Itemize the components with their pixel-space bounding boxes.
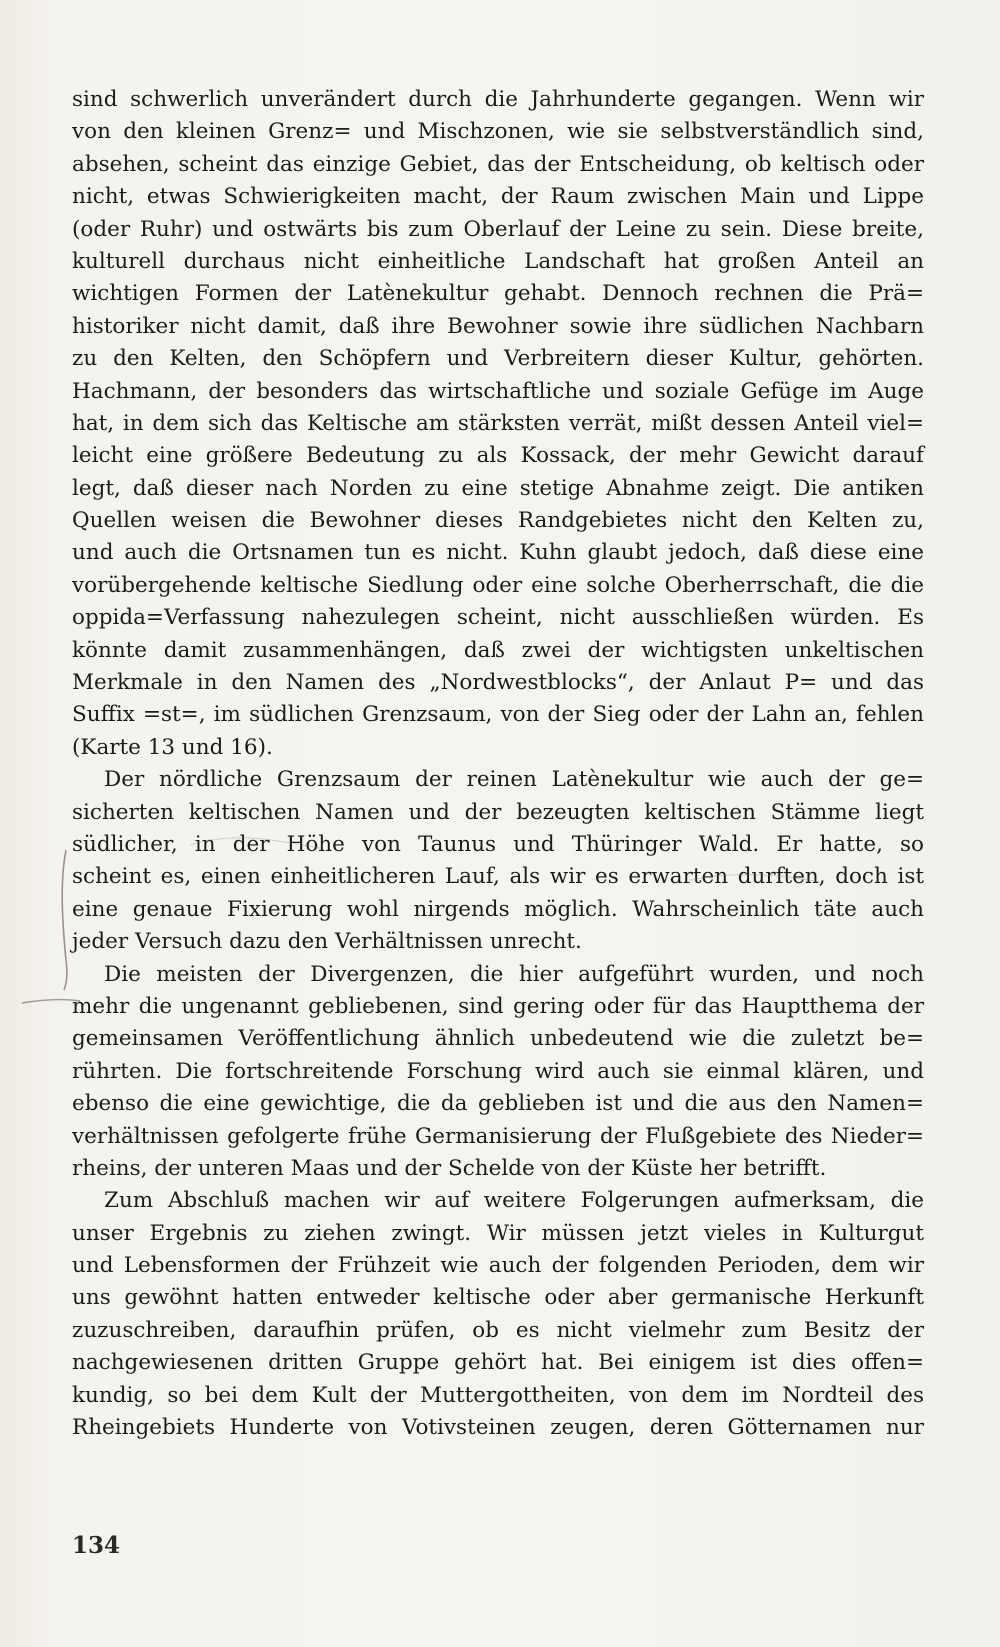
text-line: Merkmale in den Namen des „Nordwestblocks“, der Anlaut P= und das — [72, 670, 924, 696]
text-line: rührten. Die fortschreitende Forschung wird auch sie einmal klären, und — [72, 1058, 924, 1084]
text-line: Zum Abschluß machen wir auf weitere Folgerungen aufmerksam, die — [104, 1188, 924, 1214]
text-line: legt, daß dieser nach Norden zu eine stetige Abnahme zeigt. Die antiken — [72, 475, 924, 501]
page-number: 134 — [72, 1532, 121, 1559]
text-line: nicht, etwas Schwierigkeiten macht, der Raum zwischen Main und Lippe — [72, 184, 924, 210]
text-line: Die meisten der Divergenzen, die hier aufgeführt wurden, und noch — [104, 961, 924, 987]
text-line: Suffix =st=, im südlichen Grenzsaum, von der Sieg oder der Lahn an, fehlen — [72, 702, 924, 728]
text-line: gemeinsamen Veröffentlichung ähnlich unbedeutend wie die zuletzt be= — [72, 1026, 924, 1052]
text-line: Hachmann, der besonders das wirtschaftliche und soziale Gefüge im Auge — [72, 378, 924, 404]
text-line: absehen, scheint das einzige Gebiet, das der Entscheidung, ob keltisch oder — [72, 151, 924, 177]
text-line: nachgewiesenen dritten Gruppe gehört hat. Bei einigem ist dies offen= — [72, 1350, 924, 1376]
text-line: und auch die Ortsnamen tun es nicht. Kuhn glaubt jedoch, daß diese eine — [72, 540, 924, 566]
text-line: zuzuschreiben, daraufhin prüfen, ob es nicht vielmehr zum Besitz der — [72, 1317, 924, 1343]
text-line: historiker nicht damit, daß ihre Bewohner sowie ihre südlichen Nachbarn — [72, 313, 924, 339]
text-line: kulturell durchaus nicht einheitliche Landschaft hat großen Anteil an — [72, 248, 924, 274]
text-line: Quellen weisen die Bewohner dieses Randgebietes nicht den Kelten zu, — [72, 508, 924, 534]
body-text — [72, 84, 924, 1444]
text-line: von den kleinen Grenz= und Mischzonen, wie sie selbstverständlich sind, — [72, 119, 924, 145]
paragraph-3 — [72, 959, 924, 1186]
text-line: (Karte 13 und 16). — [72, 734, 273, 760]
text-line: eine genaue Fixierung wohl nirgends möglich. Wahrscheinlich täte auch — [72, 896, 924, 922]
text-line: jeder Versuch dazu den Verhältnissen unrecht. — [72, 929, 582, 955]
text-line: ebenso die eine gewichtige, die da geblieben ist und die aus den Namen= — [72, 1091, 924, 1117]
text-line: mehr die ungenannt gebliebenen, sind gering oder für das Hauptthema der — [72, 993, 924, 1019]
text-line: (oder Ruhr) und ostwärts bis zum Oberlauf der Leine zu sein. Diese breite, — [72, 216, 924, 242]
text-line: vorübergehende keltische Siedlung oder eine solche Oberherrschaft, die die — [72, 572, 924, 598]
paragraph-4 — [72, 1185, 924, 1444]
text-line: könnte damit zusammenhängen, daß zwei der wichtigsten unkeltischen — [72, 637, 924, 663]
text-line: hat, in dem sich das Keltische am stärksten verrät, mißt dessen Anteil viel= — [72, 410, 924, 436]
text-line: kundig, so bei dem Kult der Muttergottheiten, von dem im Nordteil des — [72, 1382, 924, 1408]
text-line: sicherten keltischen Namen und der bezeugten keltischen Stämme liegt — [72, 799, 924, 825]
text-line: rheins, der unteren Maas und der Schelde von der Küste her betrifft. — [72, 1155, 827, 1181]
text-line: unser Ergebnis zu ziehen zwingt. Wir müssen jetzt vieles in Kulturgut — [72, 1220, 924, 1246]
text-line: wichtigen Formen der Latènekultur gehabt. Dennoch rechnen die Prä= — [72, 281, 924, 307]
text-line: leicht eine größere Bedeutung zu als Kossack, der mehr Gewicht darauf — [72, 443, 924, 469]
text-line: zu den Kelten, den Schöpfern und Verbreitern dieser Kultur, gehörten. — [72, 346, 924, 372]
paragraph-1 — [72, 84, 924, 764]
text-line: Der nördliche Grenzsaum der reinen Latènekultur wie auch der ge= — [104, 767, 924, 793]
text-line: sind schwerlich unverändert durch die Jahrhunderte gegangen. Wenn wir — [72, 87, 924, 112]
text-line: südlicher, in der Höhe von Taunus und Thüringer Wald. Er hatte, so — [72, 831, 924, 857]
text-line: uns gewöhnt hatten entweder keltische oder aber germanische Herkunft — [72, 1285, 924, 1311]
text-line: und Lebensformen der Frühzeit wie auch der folgenden Perioden, dem wir — [72, 1253, 924, 1279]
text-line: verhältnissen gefolgerte frühe Germanisierung der Flußgebiete des Nieder= — [72, 1123, 924, 1149]
text-line: oppida=Verfassung nahezulegen scheint, nicht ausschließen würden. Es — [72, 605, 924, 631]
text-line: Rheingebiets Hunderte von Votivsteinen zeugen, deren Götternamen nur — [72, 1415, 924, 1441]
text-line: scheint es, einen einheitlicheren Lauf, als wir es erwarten durften, doch ist — [72, 864, 924, 890]
paragraph-2 — [72, 764, 924, 958]
